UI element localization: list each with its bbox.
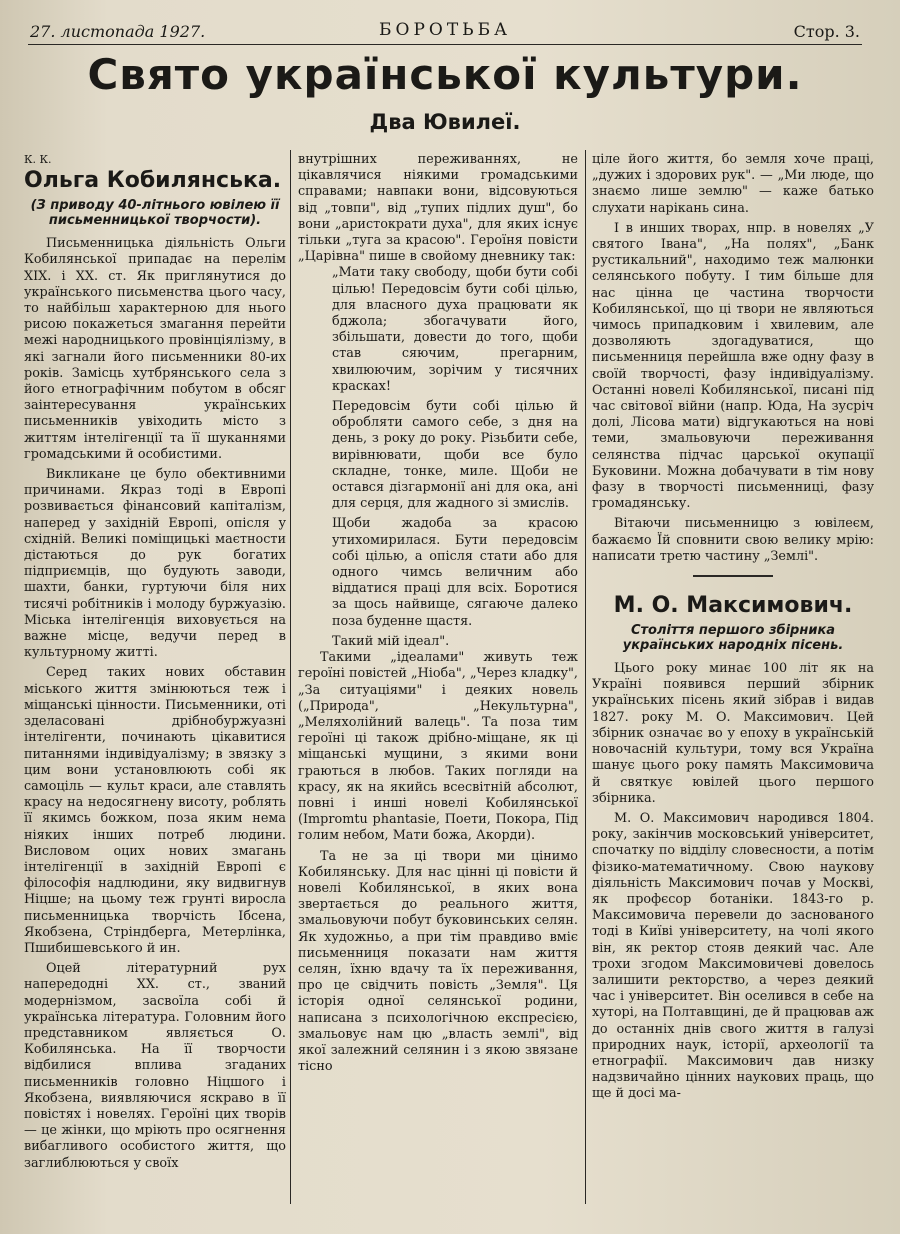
article-separator xyxy=(693,575,773,577)
article-heading: М. О. Максимович. xyxy=(613,593,853,619)
column-divider xyxy=(290,150,291,1204)
paragraph: Викликане це було обективними причинами. Якраз тоді в Европі розвивається фінансовий капіталізм, наперед у західній Европі, опісля у східній. Великі поміщицькі маєтности дістаються до рук богатих підприємців, що будують заводи, шахти, банки, гуртуючи біля них тисячі робітників і молоду буржуазію. Міська інтелігенція виховується на важне місце, ведучи перед в культурному житті. xyxy=(24,467,286,661)
column-divider xyxy=(585,150,586,1204)
paragraph: Серед таких нових обставин міського життя змінюються теж і міщанські цінности. Письменники, оті зделасовані дрібнобуржуазні інтелігенти, починають цікавитися питаннями індивідуалізму; в звязку з цим вони установлюють собі як самоціль — культ краси, але ставлять красу на недосягнену висоту, роблять її якимсь божком, поза яким нема ніяких інших потреб людини. Висловом оцих нових змагань інтелігенції в західній Европі є філософія надлюдини, яку видвигнув Ніцше; на цьому теж грунті виросла письменницька творчість Ібсена, Якобзена, Стріндберга, Метерлінка, Пшибишевського й ин. xyxy=(24,665,286,956)
paragraph: Такими „ідеалами" живуть теж героїні повістей „Ніоба", „Через кладку", „За ситуаціями" і деяких новель („Природа", „Некультурна", „Меляхолійний валець". Та поза тим героїні ці також дрібно-міщане, як ці міщанські мущини, з якими вони граються в любов. Таких погляди на красу, як на якийсь всесвітній абсолют, повні і инші новелі Кобилянської (Impromtu phantasie, Поети, Покора, Під голим небом, Мати божа, Акорди). xyxy=(298,650,578,844)
quote-paragraph: Передовсім бути собі цілью й обробляти самого себе, з дня на день, з року до року. Різьбити себе, вирівнювати, щоби все було складне, тонке, миле. Щоби не остався дізгармонії ані для ока, ані для серця, для жадного зі змислів. xyxy=(332,399,578,512)
article-heading: Ольга Кобилянська. xyxy=(24,168,282,194)
article-subheading: Століття першого збірника українських народніх пісень. xyxy=(622,623,844,654)
quotation xyxy=(298,265,578,650)
column-3 xyxy=(592,152,874,1103)
quote-paragraph: Такий мій ідеал". xyxy=(332,633,450,649)
quote-paragraph: Щоби жадоба за красою утихомирилася. Бути передовсім собі цілью, а опісля стати або для одного чимсь величним або віддатися праці для всіх. Боротися за щось найвище, сягаюче далеко поза буденне щастя. xyxy=(332,516,578,629)
header-rule xyxy=(28,44,862,45)
running-header xyxy=(30,20,860,44)
paragraph: Вітаючи письменницю з ювілеєм, бажаємо Їй сповнити свою велику мрію: написати третю частину „Землі". xyxy=(592,516,874,564)
page-number: Стор. 3. xyxy=(793,22,860,41)
byline: К. К. xyxy=(24,153,52,166)
column-1 xyxy=(24,152,286,1172)
paragraph: внутрішних переживаннях, не цікавлячися ніякими громадськими справами; навпаки вони, відсовуються від „товпи", від „тупих підлих душ", бо вони „аристократи духа", для яких існує тільки „туга за красою". Героїня повісти „Царівна" пише в свойому дневнику так: xyxy=(298,152,578,265)
paragraph: Оцей літературний рух напередодні XX. ст., званий модернізмом, засвоїла собі й українська література. Головним його представником являється О. Кобилянська. На її творчости відбилися вплива згаданих письменників головно Ніцшого і Якобзена, виявляючися яскраво в її повістях і новелях. Героїні цих творів — це жінки, що мріють про осягнення вибагливого особистого життя, що заглиблюються у своїх xyxy=(24,961,286,1171)
newspaper-name: БОРОТЬБА xyxy=(379,20,511,40)
page-subtitle: Два Ювилеї. xyxy=(369,110,521,134)
paragraph: Письменницька діяльність Ольги Кобилянської припадає на перелім XIX. і XX. ст. Як приглянутися до українського письменства цього часу, то найбільш характерною для нього рисою покажеться змагання перейти межі народницького провінціялізму, в які загнали його письменники 80-их років. Замісць хутбрянського села з його етнографічним побутом в обсяг заінтересування українських письменників увіходить місто з життям інтелігенції та її шуканнями громадськими й особистими. xyxy=(24,236,286,462)
page-title: Свято української культури. xyxy=(87,50,803,99)
column-2 xyxy=(298,152,578,1075)
issue-date: 27. листопада 1927. xyxy=(30,22,206,41)
paragraph: І в инших творах, нпр. в новелях „У святого Івана", „На полях", „Банк рустикальний", находимо теж малюнки селянського побуту. І тим більше для нас цінна це частина творчости Кобилянської, що ці твори не являються чимось припадковим і хвилевим, але дозволяють здогадуватися, що письменниця перейшла вже одну фазу в своїй творчості, фазу індивідуалізму. Останні новелі Кобилянської, писані під час світової війни (напр. Юда, На зусріч долі, Лісова мати) відгукаються на нові теми, змальовуючи переживання селянства підчас царської окупації Буковини. Можна добачувати в тім нову фазу в творчості письменниці, фазу громадянську. xyxy=(592,220,874,512)
paragraph: Та не за ці твори ми цінимо Кобилянську. Для нас цінні ці повісти й новелі Кобилянської, в яких вона звертається до реального життя, змальовуючи побут буковинських селян. Як художньо, а при тім правдиво вміє письменниця показати нам життя селян, їхню вдачу та їх переживання, про це свідчить повість „Земля". Ця історія одної селянської родини, написана з психологічною експресією, змальовує нам цю „власть землі", від якої залежний селянин і з якою звязане тісно xyxy=(298,848,578,1075)
paragraph: ціле його життя, бо земля хоче праці, „дужих і здорових рук". — „Ми люде, що знаємо лише землю" — каже батько слухати нарікань сина. xyxy=(592,152,874,216)
paragraph: М. О. Максимович народився 1804. року, закінчив московський університет, спочатку по відділу словесности, а потім фізико-математичному. Свою наукову діяльність Максимович почав у Москві, як профєсор ботаніки. 1843-го р. Максимовича перевели до заснованого тоді в Київі університету, на чолі якого він, як ректор стояв деякий час. Але трохи згодом Максимовичеві довелось залишити ректорство, а через деякий час і університет. Він оселився в себе на хуторі, на Полтавщині, де й працював аж до останніх днів свого життя в галузі природних наук, історії, археології та етнографії. Максимович дав низку надзвичайно цінних наукових праць, що ще й досі ма- xyxy=(592,810,874,1102)
quote-paragraph: „Мати таку свободу, щоби бути собі цілью! Передовсім бути собі цілью, для власного духа працювати як бджола; збогачувати його, збільшати, довести до того, щоби став сяючим, прегарним, хвилюючим, зорічим у тисячних красках! xyxy=(332,265,578,394)
paragraph: Цього року минає 100 літ як на Україні появився перший збірник українських пісень який зібрав і видав 1827. року М. О. Максимович. Цей збірник означає во у епоху в українській новочасній культури, тому вся Україна шанує цього року память Максимовича й святкує ювілей цього першого збірника. xyxy=(592,661,874,806)
article-subheading: (З приводу 40-літнього ювілею її письменницької творчости). xyxy=(30,198,280,229)
